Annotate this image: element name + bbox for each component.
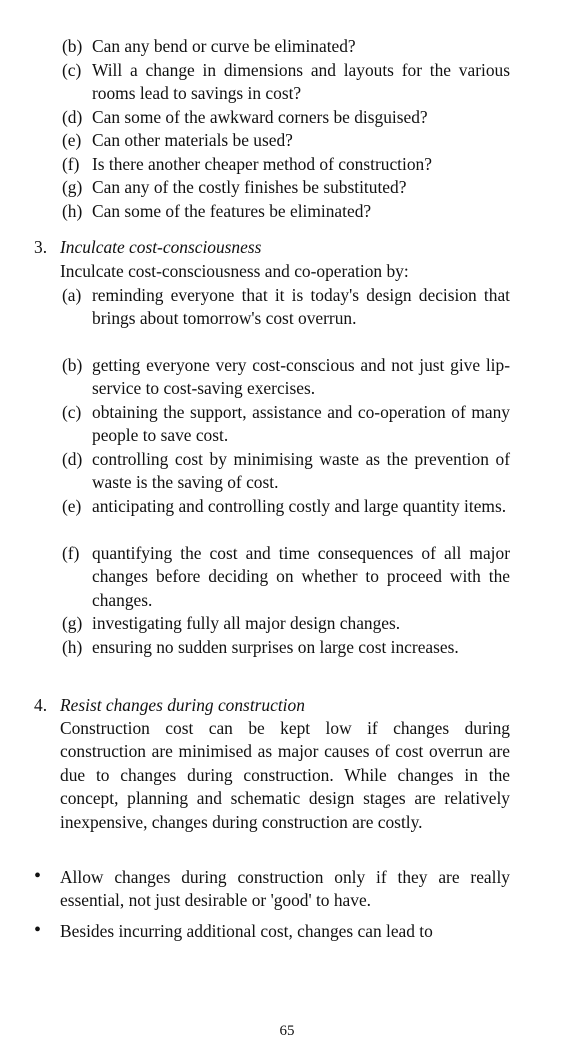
list-item-label: (b) [62,355,83,375]
list-item-text: reminding everyone that it is today's design decision that brings about tomorrow's cost overrun. [92,285,510,329]
list-item-label: (c) [62,60,82,80]
list-item-text: Can any bend or curve be eliminated? [92,36,356,56]
bullet-icon: • [34,919,42,941]
section-number: 4. [34,695,48,715]
section-body: Construction cost can be kept low if changes during construction are minimised as major causes of cost overrun are due to changes during construction. While changes in the concept, planning and schematic design stages are relatively inexpensive, changes during construction are costly. [60,718,510,832]
section-title: Resist changes during construction [60,695,305,715]
list-item [62,401,510,448]
list-item [62,612,510,635]
section-title: Inculcate cost-consciousness [60,237,262,257]
list-item [62,129,510,152]
list-item-label: (b) [62,36,83,56]
list-item [62,35,510,58]
list-item-label: (f) [62,543,80,563]
list-item-text: Is there another cheaper method of construction? [92,154,432,174]
section-heading [34,694,510,717]
list-item [62,176,510,199]
section-number: 3. [34,237,48,257]
list-item-label: (h) [62,637,83,657]
list-item-text: controlling cost by minimising waste as the prevention of waste is the saving of cost. [92,449,510,493]
list-item-text: quantifying the cost and time consequences of all major changes before deciding on whether to proceed with the changes. [92,543,510,610]
list-item-text: getting everyone very cost-conscious and not just give lip-service to cost-saving exercises. [92,355,510,399]
list-item [62,284,510,331]
list-item-text: Can some of the awkward corners be disguised? [92,107,428,127]
list-item-label: (f) [62,154,80,174]
list-item-text: obtaining the support, assistance and co-operation of many people to save cost. [92,402,510,446]
list-item-label: (e) [62,130,82,150]
list-item-text: anticipating and controlling costly and large quantity items. [92,496,507,516]
bullet-text: Allow changes during construction only if they are really essential, not just desirable or 'good' to have. [60,867,510,911]
list-item-text: Will a change in dimensions and layouts for the various rooms lead to savings in cost? [92,60,510,104]
list-item [62,636,510,659]
bullet-item [34,920,510,943]
list-item [62,153,510,176]
section-heading [34,236,510,259]
list-item-label: (h) [62,201,83,221]
list-item [62,542,510,612]
bullet-item [34,866,510,913]
section-intro: Inculcate cost-consciousness and co-operation by: [60,261,409,281]
list-item-text: Can some of the features be eliminated? [92,201,372,221]
list-item [62,448,510,495]
list-item-label: (a) [62,285,82,305]
bullet-icon: • [34,865,42,887]
page-number: 65 [279,1023,295,1039]
list-item [62,200,510,223]
list-item [62,354,510,401]
list-item-label: (g) [62,177,83,197]
bullet-text: Besides incurring additional cost, changes can lead to [60,921,433,941]
list-item [62,106,510,129]
list-item-text: ensuring no sudden surprises on large cost increases. [92,637,459,657]
list-item-text: investigating fully all major design changes. [92,613,401,633]
list-item [62,59,510,106]
list-item-label: (c) [62,402,82,422]
list-item-text: Can any of the costly finishes be substituted? [92,177,407,197]
list-item-label: (g) [62,613,83,633]
list-item-label: (e) [62,496,82,516]
list-item [62,495,510,518]
list-item-text: Can other materials be used? [92,130,293,150]
list-item-label: (d) [62,449,83,469]
list-item-label: (d) [62,107,83,127]
